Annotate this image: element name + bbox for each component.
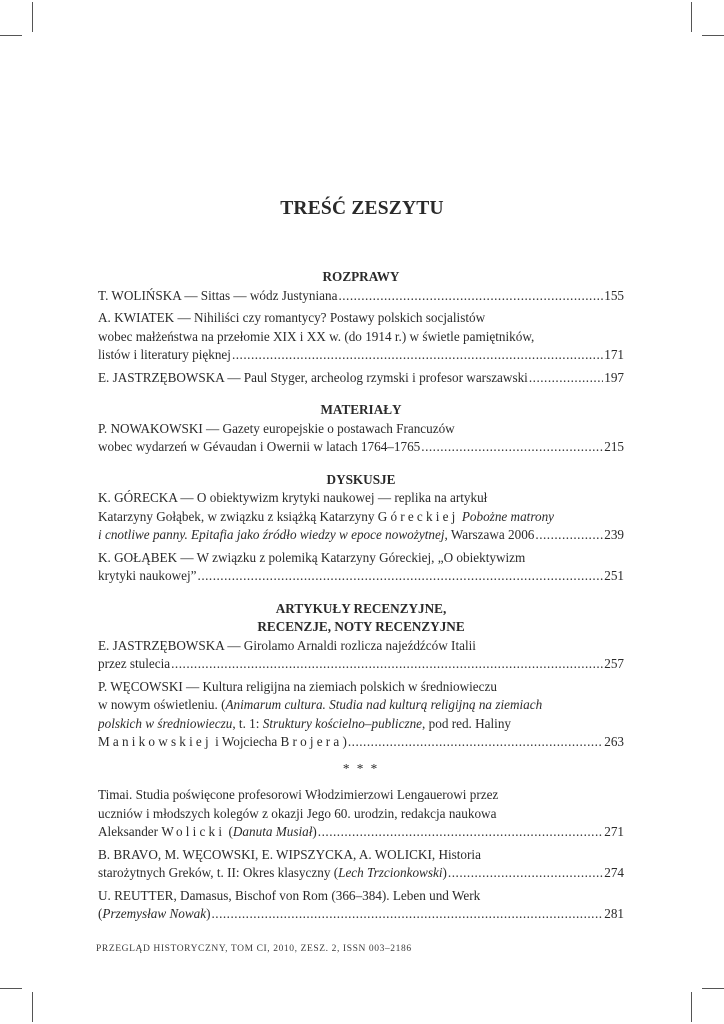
- toc-entry-text: (: [98, 906, 103, 921]
- toc-entry-text: B. BRAVO, M. WĘCOWSKI, E. WIPSZYCKA, A. WOLICKI, Historia: [98, 846, 481, 862]
- toc-entry: [98, 846, 624, 883]
- toc-entry: [98, 309, 624, 365]
- toc-entry-text: , pod red. Haliny: [422, 715, 512, 731]
- toc-entry: [98, 369, 624, 388]
- crop-mark-top-right-horizontal: [702, 35, 724, 36]
- dot-leader: [232, 346, 603, 365]
- toc-entry-text: wobec wydarzeń w Gévaudan i Owernii w latach 1764–1765: [98, 439, 421, 454]
- toc-entry-text: w nowym oświetleniu. (: [98, 697, 226, 712]
- toc-entry: [98, 637, 624, 674]
- toc-entry: [98, 678, 624, 752]
- book-title: i cnotliwe panny. Epitafia jako źródło wiedzy w epoce nowożytnej: [98, 527, 445, 542]
- dot-leader: [448, 864, 603, 883]
- dot-leader: [171, 655, 603, 674]
- toc-entry-text: (: [225, 824, 233, 839]
- book-title: Pobożne matrony: [458, 508, 555, 524]
- toc-entry-text: E. JASTRZĘBOWSKA — Paul Styger, archeolog rzymski i profesor warszawski: [98, 369, 528, 385]
- section-heading-recenzje: RECENZJE, NOTY RECENZYJNE: [257, 619, 465, 634]
- crop-mark-bottom-right-horizontal: [702, 988, 724, 989]
- dot-leader: [211, 905, 603, 924]
- crop-mark-top-left-horizontal: [0, 35, 22, 36]
- toc-entry-text: P. NOWAKOWSKI — Gazety europejskie o postawach Francuzów: [98, 420, 455, 436]
- toc-entry: [98, 887, 624, 924]
- toc-entry-text: przez stulecia: [98, 656, 171, 671]
- page-number: 215: [604, 439, 624, 454]
- toc-entry-text: krytyki naukowej”: [98, 568, 197, 583]
- toc-entry: [98, 287, 624, 306]
- toc-entry-text: ): [312, 824, 317, 839]
- dot-leader: [348, 733, 603, 752]
- dot-leader: [535, 526, 603, 545]
- page-number: 251: [604, 568, 624, 583]
- book-title: Animarum cultura. Studia nad kulturą religijną na ziemiach: [225, 697, 543, 712]
- author-name-spaced: Góreckiej: [377, 508, 459, 524]
- toc-entry-text: K. GÓRECKA — O obiektywizm krytyki naukowej — replika na artykuł: [98, 490, 488, 505]
- toc-entry-text: i Wojciecha: [211, 734, 281, 749]
- toc-entry: [98, 489, 624, 545]
- author-name-spaced: Brojera: [280, 734, 343, 749]
- dot-leader: [529, 369, 603, 388]
- reviewer-name: Lech Trzcionkowski: [338, 865, 443, 880]
- author-name-spaced: Wolicki: [161, 824, 226, 839]
- toc-entry-text: wobec małżeństwa na przełomie XIX i XX w. (do 1914 r.) w świetle pamiętników,: [98, 328, 535, 344]
- running-footer: PRZEGLĄD HISTORYCZNY, TOM CI, 2010, ZESZ. 2, ISSN 003–2186: [96, 944, 412, 954]
- table-of-contents: [98, 268, 624, 924]
- book-subtitle: Struktury kościelno–publiczne: [262, 715, 423, 731]
- toc-entry-text: A. KWIATEK — Nihiliści czy romantycy? Postawy polskich socjalistów: [98, 310, 486, 325]
- toc-entry: [98, 549, 624, 586]
- section-heading-artykuly-recenzyjne: ARTYKUŁY RECENZYJNE,: [275, 600, 447, 616]
- page-title: TREŚĆ ZESZYTU: [280, 198, 444, 219]
- crop-mark-top-left-vertical: [32, 2, 33, 32]
- toc-entry-text: Katarzyny Gołąbek, w związku z książką Katarzyny: [98, 508, 378, 524]
- crop-mark-bottom-right-vertical: [691, 992, 692, 1022]
- page-number: 171: [604, 347, 624, 362]
- page-number: 281: [604, 906, 624, 921]
- page-number: 197: [604, 369, 624, 385]
- reviewer-name: Danuta Musiał: [232, 824, 313, 839]
- toc-entry-text: P. WĘCOWSKI — Kultura religijna na ziemiach polskich w średniowieczu: [98, 678, 497, 694]
- page-number: 274: [604, 865, 624, 880]
- toc-entry-text: Aleksander: [98, 824, 162, 839]
- crop-mark-bottom-left-horizontal: [0, 988, 22, 989]
- toc-entry-text: T. WOLIŃSKA — Sittas — wódz Justyniana: [98, 287, 338, 303]
- page-number: 263: [604, 734, 624, 749]
- crop-mark-bottom-left-vertical: [32, 992, 33, 1022]
- section-heading-materialy: MATERIAŁY: [320, 402, 402, 417]
- page-number: 271: [604, 824, 624, 839]
- dot-leader: [338, 287, 603, 306]
- toc-entry: [98, 420, 624, 457]
- toc-entry-text: uczniów i młodszych kolegów z okazji Jego 60. urodzin, redakcja naukowa: [98, 805, 497, 821]
- toc-entry-text: K. GOŁĄBEK — W związku z polemiką Katarzyny Góreckiej, „O obiektywizm: [98, 549, 526, 565]
- page-number: 239: [604, 527, 624, 542]
- section-heading-rozprawy: ROZPRAWY: [322, 269, 400, 284]
- section-separator: * * *: [342, 760, 380, 776]
- toc-entry-text: , t. 1:: [232, 715, 263, 731]
- toc-entry-text: ): [206, 906, 211, 921]
- crop-mark-top-right-vertical: [691, 2, 692, 32]
- reviewer-name: Przemysław Nowak: [102, 906, 207, 921]
- toc-entry-text: ): [342, 734, 347, 749]
- page-number: 257: [604, 656, 624, 671]
- toc-entry-text: Timai. Studia poświęcone profesorowi Włodzimierzowi Lengauerowi przez: [98, 787, 499, 802]
- toc-entry-text: listów i literatury pięknej: [98, 347, 231, 362]
- toc-entry-text: , Warszawa 2006: [444, 527, 535, 542]
- toc-entry-text: E. JASTRZĘBOWSKA — Girolamo Arnaldi rozlicza najeźdźców Italii: [98, 637, 476, 653]
- book-title: polskich w średniowieczu: [98, 715, 233, 731]
- toc-entry-text: U. REUTTER, Damasus, Bischof von Rom (366–384). Leben und Werk: [98, 887, 481, 903]
- toc-entry-text: ): [442, 865, 447, 880]
- author-name-spaced: Manikowskiej: [98, 734, 212, 749]
- dot-leader: [318, 823, 603, 842]
- toc-entry-text: starożytnych Greków, t. II: Okres klasyczny (: [98, 865, 339, 880]
- page-number: 155: [604, 287, 624, 303]
- toc-entry: [98, 786, 624, 842]
- dot-leader: [421, 438, 603, 457]
- section-heading-dyskusje: DYSKUSJE: [326, 471, 396, 487]
- dot-leader: [198, 567, 604, 586]
